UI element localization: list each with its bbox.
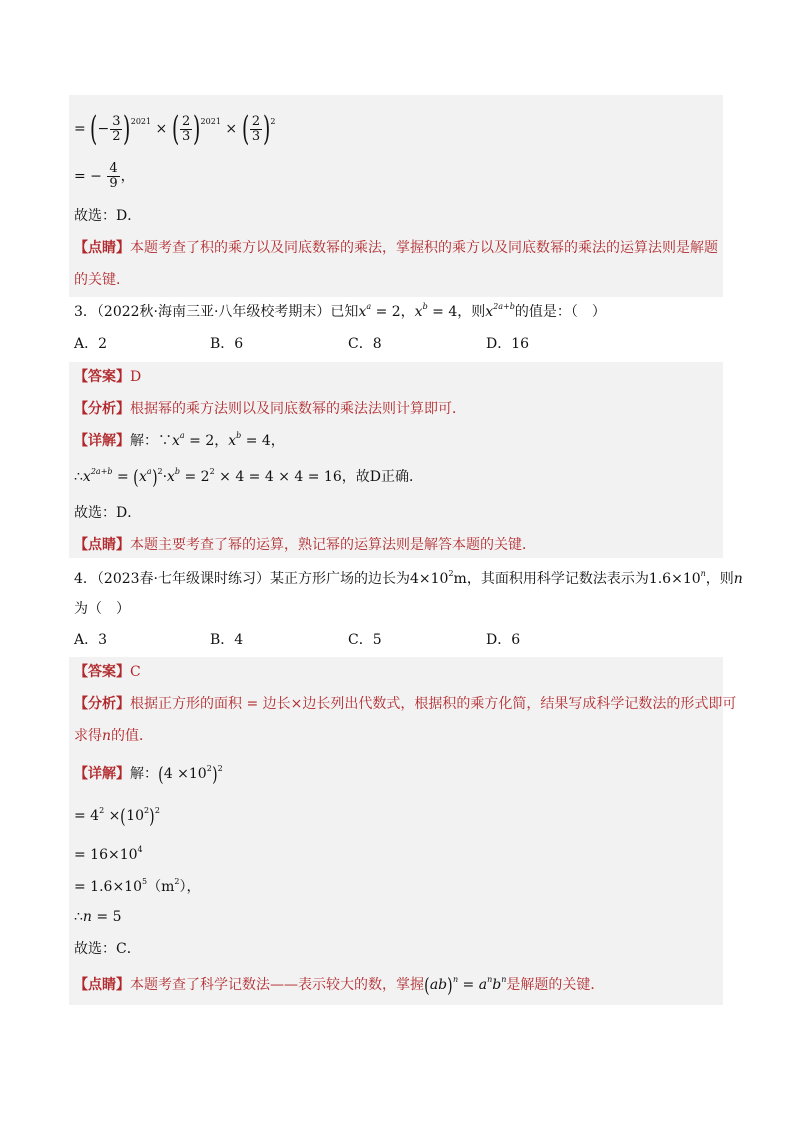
option-a[interactable]: A．2: [74, 336, 108, 352]
option-c[interactable]: C．8: [348, 336, 382, 352]
q2-choose: 故选：D．: [74, 208, 142, 224]
option-b[interactable]: B．6: [210, 336, 244, 352]
q3-options: [74, 334, 714, 354]
fraction-3-2: $\frac{3}{2}$: [112, 113, 121, 144]
step-result: = − $\frac{4}{9}$ ，: [74, 161, 135, 191]
option-c[interactable]: C．5: [348, 632, 382, 648]
fraction-4-9: $\frac{4}{9}$: [109, 161, 118, 191]
dianjing-tag: 【点睛】: [74, 240, 130, 256]
q4-step2: = $4^2 \times(10^2)^2$: [74, 804, 161, 828]
q4-dianjing: 【点睛】本题考查了科学记数法——表示较大的数，掌握$(ab)^n = a^nb^n$是解题的关键．: [74, 973, 605, 997]
q4-analysis: 【分析】根据正方形的面积 = 边长×边长列出代数式，根据积的乘方化简，结果写成科学记数法的形式即可: [74, 696, 737, 712]
q4-step4: = $1.6\times 10^5(m^2)$，: [74, 877, 201, 895]
q4-step3: = $16\times 10^4$: [74, 845, 143, 863]
q4-step5: ∴n = 5: [74, 909, 122, 925]
step-power-product: = (− $\frac{3}{2}$ )$^{2021}$ × ( $\frac{2}{3}$ )$^{2021}$ × ( $\frac{2}{3}$ )$^2$: [74, 109, 276, 149]
option-d[interactable]: D．16: [486, 336, 530, 352]
solution-block-q3: [69, 362, 723, 558]
option-a[interactable]: A．3: [74, 632, 108, 648]
q3-stem: 3．（2022秋·海南三亚·八年级校考期末）已知$x^a = 2$，$x^b = 4$，则$x^{2a+b}$的值是：（ ）: [74, 302, 606, 320]
fraction-2-3-a: $\frac{2}{3}$: [182, 113, 191, 144]
q3-detail: 【详解】解：$\because x^a = 2$，$x^b = 4$，: [74, 431, 285, 449]
q4-answer: 【答案】C: [74, 664, 141, 680]
q4-stem-cont: 为（ ）: [74, 601, 130, 617]
q3-answer: 【答案】D: [74, 369, 142, 385]
q3-analysis: 【分析】根据幂的乘方法则以及同底数幂的乘法法则计算即可．: [74, 401, 466, 417]
q4-choose: 故选：C．: [74, 941, 141, 957]
q3-dianjing: 【点睛】本题主要考查了幂的运算，熟记幂的运算法则是解答本题的关键．: [74, 537, 536, 553]
q2-dianjing-cont: 的关键．: [74, 272, 130, 288]
fraction-2-3-b: $\frac{2}{3}$: [251, 113, 261, 144]
q3-choose: 故选：D．: [74, 505, 142, 521]
q4-detail: 【详解】解：$(4 \times 10^2)^2$: [74, 762, 223, 786]
option-b[interactable]: B．4: [210, 632, 244, 648]
q3-calc: $\therefore x^{2a+b} = (x^a)^2\cdot x^b = 2^2 \times 4 = 4 \times 4 = 16$，故D正确．: [74, 465, 423, 489]
q4-options: [74, 630, 714, 650]
q4-stem: 4．（2023春·七年级课时练习）某正方形广场的边长为$4\times 10^2m$，其面积用科学记数法表示为$1.6\times 10^n$，则n: [74, 569, 743, 587]
q2-dianjing: 【点睛】本题考查了积的乘方以及同底数幂的乘法，掌握积的乘方以及同底数幂的乘法的运算法则是解题: [74, 240, 718, 256]
option-d[interactable]: D．6: [486, 632, 521, 648]
q4-analysis-cont: 求得n的值．: [74, 728, 154, 744]
